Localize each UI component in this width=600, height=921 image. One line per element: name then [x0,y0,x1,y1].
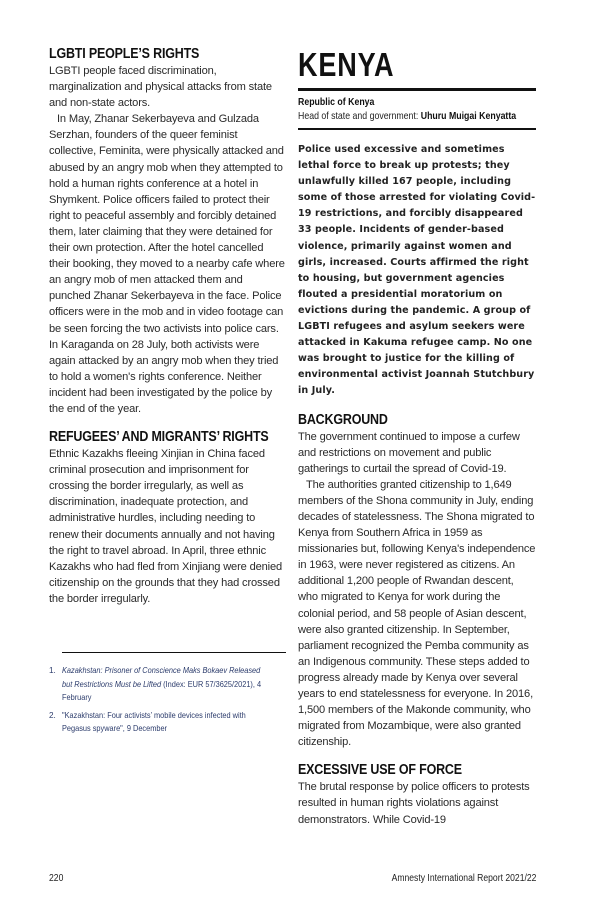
footnote-number: 1. [49,666,56,675]
footnote-divider [62,652,286,653]
section-heading-excessive-use-of-force: EXCESSIVE USE OF FORCE [298,762,462,779]
footnote-title: Kazakhstan: Prisoner of Conscience Maks Bokaev Released but Restrictions Must be Lifted [62,666,261,689]
left-column [49,46,286,607]
footnote-reference: (Index: EUR 57/3625/2021), 4 February [62,679,262,702]
section-heading-lgbti-rights: LGBTI PEOPLE’S RIGHTS [49,46,200,62]
footnote [49,709,289,736]
footnote-text [62,709,266,736]
paragraph: In May, Zhanar Sekerbayeva and Gulzada Serzhan, founders of the queer feminist collective, Feminita, were physically attacked and abused by an angry mob when they attempted to hold a human rights conference at a hotel in Shymkent. Police officers failed to protect their right to peaceful assembly and forcibly detained them, later claiming that they were detained for their own protection. After the hotel cancelled their booking, they moved to a nearby cafe where an angry mob of men attacked them and punched Zhanar Sekerbayeva in the face. Police officers were in the mob and in video footage can be seen forcing the two activists into police cars. In Karaganda on 28 July, both activists were again attacked by an angry mob when they tried to hold a women's rights conference. Neither incident had been investigated by the police by the end of the year. [49,113,285,415]
head-of-state-name: Uhuru Muigai Kenyatta [420,111,517,122]
section-heading-refugees-migrants-rights: REFUGEES’ AND MIGRANTS’ RIGHTS [49,429,269,446]
footnote-number: 2. [49,710,56,720]
head-of-state [298,110,517,124]
paragraph: The government continued to impose a curfew and restrictions on movement and public gatherings to curtail the spread of Covid-19. [298,430,520,475]
country-summary: Police used excessive and sometimes lethal force to break up protests; they unlawfully killed 167 people, including some of those arrested for violating Covid-19 restrictions, and forcibly disappeared 33 people. Incidents of gender-based violence, primarily against women and girls, increased. Courts affirmed the right to housing, but government agencies flouted a presidential moratorium on evictions during the pandemic. A group of LGBTI refugees and asylum seekers were attacked in Kakuma refugee camp. No one was brought to justice for the killing of environmental activist Joannah Stutchbury in July. [298,144,536,397]
meta-rule [298,128,536,130]
country-meta [298,91,536,128]
paragraph: The authorities granted citizenship to 1,649 members of the Shona community in July, ending decades of statelessness. The Shona migrated to Kenya from Southern Africa in 1959 as missionaries but, following Kenya's independence in 1963, were never registered as citizens. An additional 1,200 people of Rwandan descent, who migrated to Kenya for work during the colonial period, and 58 people of Asian descent, were also granted citizenship. In September, parliament recognized the Pemba community as an Indigenous community. These steps added to progress already made by Kenya over several years to end statelessness for everyone. In 2016, 1,500 members of the Makonde community, who migrated from Mozambique, were also granted citizenship. [298,478,536,749]
publication-title: Amnesty International Report 2021/22 [391,873,536,884]
section-heading-background: BACKGROUND [298,411,388,428]
country-title: KENYA [298,46,395,83]
footnote-text [62,664,266,705]
paragraph: Ethnic Kazakhs fleeing Xinjian in China faced criminal prosecution and imprisonment for crossing the border irregularly, as well as discrimination, inadequate protection, and administrative hurdles, including needing to renew their documents annually and not having the right to travel abroad. In April, three ethnic Kazakhs who had fled from Xinjiang were denied citizenship on the grounds that they had crossed the border irregularly. [49,448,282,605]
paragraph: The brutal response by police officers to protests resulted in human rights violations against demonstrators. While Covid-19 [298,781,530,826]
footnotes [49,664,289,740]
footnote-reference: "Kazakhstan: Four activists’ mobile devices infected with Pegasus spyware", 9 December [62,710,246,733]
right-column [298,46,536,828]
page-number: 220 [49,873,64,884]
head-of-state-label: Head of state and government: [298,111,421,122]
paragraph: LGBTI people faced discrimination, marginalization and physical attacks from state and non-state actors. [49,65,272,110]
official-name: Republic of Kenya [298,97,375,108]
footnote [49,664,289,705]
